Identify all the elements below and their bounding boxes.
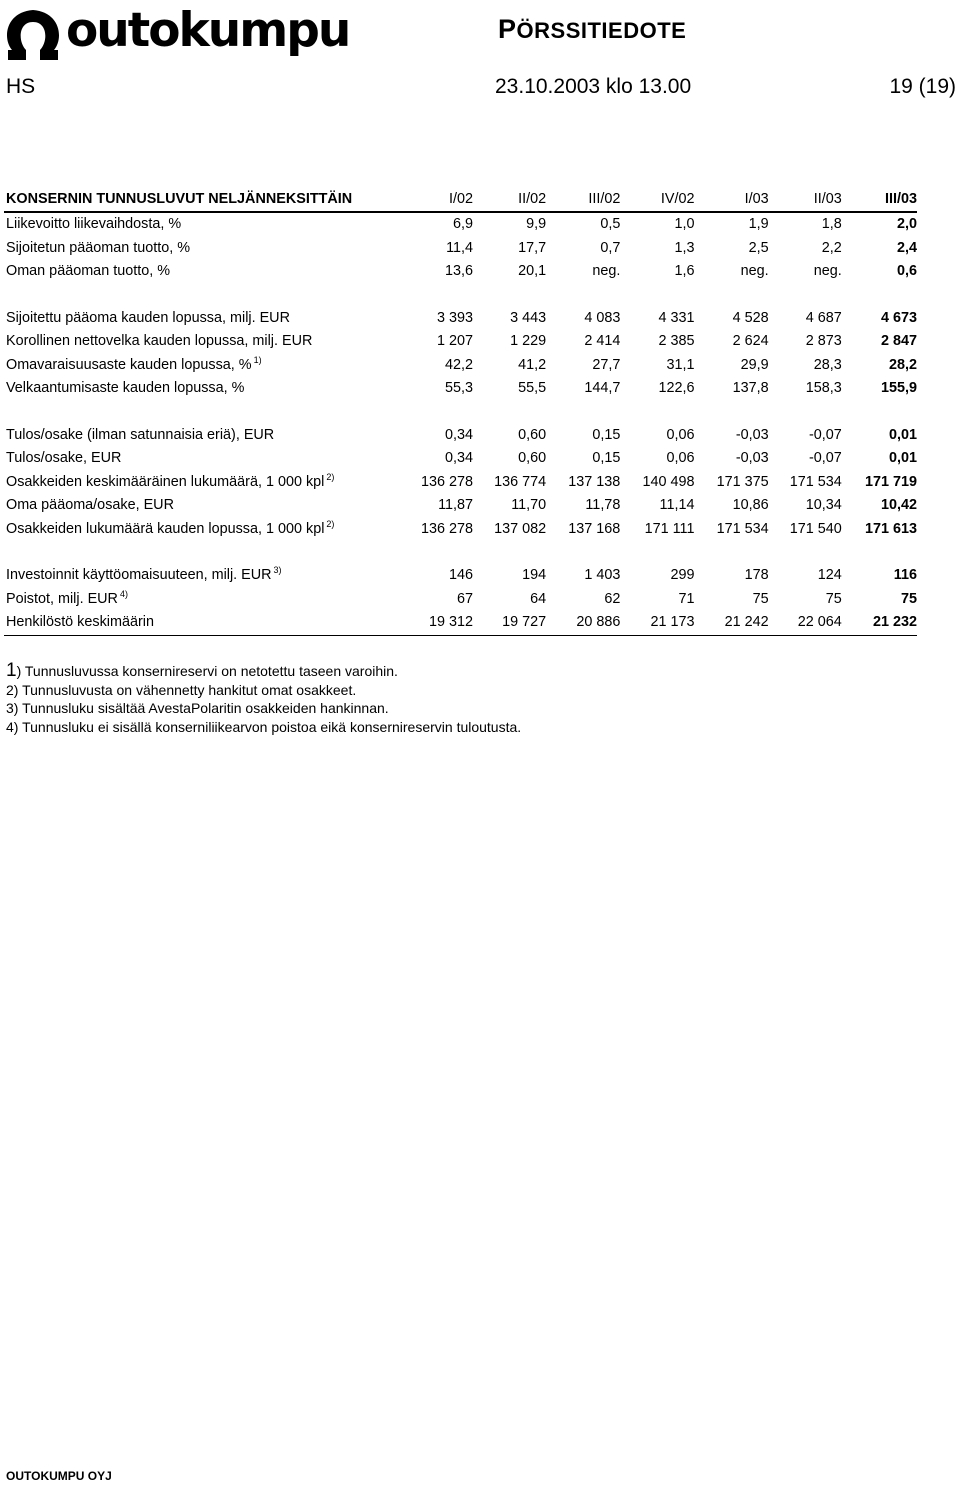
footnote-3: 3) Tunnusluku sisältää AvestaPolaritin osakkeiden hankinnan.: [6, 700, 389, 716]
document-type: [498, 14, 686, 45]
table-cell: 171 534: [716, 520, 769, 537]
table-cell: -0,07: [808, 450, 842, 467]
footnote-4: 4) Tunnusluku ei sisällä konserniliikearvon poistoa eikä konsernireservin tuloutusta.: [6, 718, 522, 735]
footnote-1-text: ) Tunnusluvussa konsernireservi on netotettu taseen varoihin.: [16, 663, 398, 679]
table-cell: 55,3: [445, 380, 474, 397]
table-cell: 2,5: [748, 239, 769, 256]
table-cell: 27,7: [592, 356, 621, 373]
table-cell: -0,07: [808, 427, 842, 444]
table-cell: 122,6: [658, 380, 695, 397]
table-row: [4, 237, 917, 260]
row-label-text: Omavaraisuusaste kauden lopussa, %: [6, 356, 252, 373]
table-row: [4, 588, 917, 611]
row-label: [4, 307, 400, 330]
row-label: [4, 564, 400, 587]
row-label: [4, 447, 400, 470]
column-header: I/03: [694, 188, 768, 212]
row-label-text: Osakkeiden lukumäärä kauden lopussa, 1 000 kpl: [6, 520, 325, 537]
table-cell: 17,7: [518, 239, 547, 256]
table-cell: 10,34: [805, 497, 842, 514]
table-cell: 6,9: [453, 216, 474, 233]
table-cell: 146: [449, 567, 474, 584]
table-title: KONSERNIN TUNNUSLUVUT NELJÄNNEKSITTÄIN: [4, 188, 400, 212]
table-cell: 2,2: [821, 239, 842, 256]
table-cell: 28,2: [888, 356, 917, 373]
table-cell: 1,3: [674, 239, 695, 256]
footnote-marker: 4): [119, 588, 128, 599]
footnote-1: [6, 662, 521, 681]
table-cell: 0,34: [445, 450, 474, 467]
table-cell: 4 528: [732, 310, 769, 327]
table-cell: 21 242: [694, 611, 768, 635]
spacer-row: [4, 401, 917, 424]
row-label-text: Osakkeiden keskimääräinen lukumäärä, 1 000 kpl: [6, 473, 325, 490]
table-row: [4, 377, 917, 400]
table-cell: 171 540: [789, 520, 842, 537]
table-cell: 11,70: [511, 497, 547, 514]
spacer-cell: [4, 284, 917, 307]
table-cell: 2 847: [880, 333, 917, 350]
table-cell: 19 312: [400, 611, 473, 635]
table-cell: 75: [900, 590, 917, 607]
table-cell: 20,1: [518, 263, 547, 280]
table-cell: 116: [893, 567, 917, 584]
spacer-row: [4, 284, 917, 307]
footnote-marker: 2): [326, 471, 335, 482]
table-row: [4, 471, 917, 494]
table-cell: 194: [522, 567, 547, 584]
footnote-2: 2) Tunnusluvusta on vähennetty hankitut omat osakkeet.: [6, 681, 357, 698]
table-cell: 22 064: [769, 611, 842, 635]
table-cell: 0,15: [592, 450, 621, 467]
table-cell: 4 083: [584, 310, 621, 327]
table-cell: 2 873: [805, 333, 842, 350]
table-row: [4, 212, 917, 236]
table-cell: neg.: [813, 263, 842, 280]
table-cell: 19 727: [473, 611, 546, 635]
table-row: [4, 611, 917, 635]
table-cell: 1,0: [674, 216, 695, 233]
table-cell: 0,34: [445, 427, 474, 444]
table-cell: 3 443: [510, 310, 547, 327]
table-row: [4, 424, 917, 447]
table-cell: 124: [817, 567, 842, 584]
row-label-text: Henkilöstö keskimäärin: [6, 614, 154, 631]
row-label: [4, 588, 400, 611]
table-cell: 0,7: [600, 239, 621, 256]
table-cell: 4 687: [805, 310, 842, 327]
table-cell: 0,06: [666, 450, 695, 467]
table-cell: 137 138: [568, 473, 621, 490]
table-cell: 137 168: [568, 520, 621, 537]
table-cell: 11,14: [659, 497, 695, 514]
document-type-initial: P: [498, 14, 517, 44]
table-cell: 0,01: [888, 427, 917, 444]
table-cell: 140 498: [642, 473, 695, 490]
table-cell: 2 624: [732, 333, 769, 350]
table-cell: 20 886: [546, 611, 620, 635]
table-cell: 144,7: [584, 380, 621, 397]
table-cell: 31,1: [666, 356, 695, 373]
row-label: [4, 237, 400, 260]
table-cell: 29,9: [740, 356, 769, 373]
table-cell: -0,03: [735, 427, 769, 444]
page-number: 19 (19): [889, 75, 956, 98]
table-row: [4, 494, 917, 517]
row-label-text: Poistot, milj. EUR: [6, 590, 118, 607]
table-cell: 136 278: [420, 473, 474, 490]
table-cell: 0,6: [896, 263, 917, 280]
table-cell: 64: [530, 590, 547, 607]
row-label: [4, 354, 400, 377]
table-cell: 11,78: [585, 497, 621, 514]
outokumpu-logo: [4, 3, 350, 66]
footnotes: [6, 662, 521, 736]
table-cell: 11,4: [446, 239, 474, 256]
row-label-text: Tulos/osake, EUR: [6, 450, 122, 467]
table-cell: 21 173: [620, 611, 694, 635]
column-header: III/02: [546, 188, 620, 212]
table-row: [4, 564, 917, 587]
table-cell: 13,6: [445, 263, 474, 280]
table-cell: 0,01: [888, 450, 917, 467]
table-cell: 137,8: [732, 380, 769, 397]
brand-name: outokumpu: [66, 3, 350, 58]
table-cell: 155,9: [880, 380, 917, 397]
table-cell: 4 331: [658, 310, 695, 327]
spacer-row: [4, 541, 917, 564]
table-cell: 2 385: [658, 333, 695, 350]
row-label: [4, 494, 400, 517]
row-label: [4, 424, 400, 447]
table-cell: 9,9: [526, 216, 547, 233]
table-cell: 10,42: [880, 497, 917, 514]
table-header-row: [4, 188, 917, 212]
table-cell: 71: [678, 590, 695, 607]
table-cell: 28,3: [813, 356, 842, 373]
omega-logo-icon: [4, 4, 62, 66]
table-cell: 171 375: [716, 473, 769, 490]
table-cell: 1,8: [821, 216, 842, 233]
header-date: 23.10.2003 klo 13.00: [495, 75, 692, 98]
table-row: [4, 307, 917, 330]
table-row: [4, 330, 917, 353]
table-cell: 55,5: [518, 380, 547, 397]
table-row: [4, 447, 917, 470]
row-label-text: Tulos/osake (ilman satunnaisia eriä), EUR: [6, 427, 275, 444]
table-cell: 4 673: [880, 310, 917, 327]
header-code: HS: [6, 75, 36, 98]
table-cell: 10,86: [732, 497, 769, 514]
table-cell: 0,60: [518, 427, 547, 444]
table-cell: 136 278: [420, 520, 474, 537]
table-cell: 171 111: [644, 520, 695, 537]
table-cell: 158,3: [805, 380, 842, 397]
table-cell: 75: [752, 590, 769, 607]
row-label-text: Oma pääoma/osake, EUR: [6, 497, 174, 514]
table-cell: 2,0: [896, 216, 917, 233]
table-cell: 11,87: [438, 497, 474, 514]
row-label: [4, 611, 400, 635]
column-header: I/02: [400, 188, 473, 212]
table-cell: neg.: [592, 263, 621, 280]
table-row: [4, 518, 917, 541]
table-row: [4, 260, 917, 283]
table-cell: 1 403: [584, 567, 621, 584]
table-cell: 1,6: [674, 263, 695, 280]
table-cell: 2 414: [584, 333, 621, 350]
table-cell: neg.: [740, 263, 769, 280]
table-cell: 137 082: [494, 520, 547, 537]
column-header: III/03: [842, 188, 917, 212]
row-label-text: Sijoitettu pääoma kauden lopussa, milj. EUR: [6, 310, 290, 327]
table-cell: 41,2: [518, 356, 547, 373]
table-cell: 2,4: [896, 239, 917, 256]
row-label: [4, 260, 400, 283]
column-header: IV/02: [620, 188, 694, 212]
table-cell: 0,06: [666, 427, 695, 444]
table-cell: 67: [457, 590, 474, 607]
key-figures-table: [4, 188, 917, 636]
row-label: [4, 330, 400, 353]
table-cell: 1 207: [437, 333, 474, 350]
row-label-text: Investoinnit käyttöomaisuuteen, milj. EUR: [6, 567, 272, 584]
document-type-rest: ÖRSSITIEDOTE: [516, 18, 687, 43]
table-cell: 178: [744, 567, 769, 584]
row-label-text: Velkaantumisaste kauden lopussa, %: [6, 380, 245, 397]
column-header: II/02: [473, 188, 546, 212]
table-row: [4, 354, 917, 377]
table-cell: 171 613: [864, 520, 917, 537]
table-cell: -0,03: [735, 450, 769, 467]
table-cell: 1 229: [510, 333, 547, 350]
table-cell: 0,5: [600, 216, 621, 233]
table-cell: 21 232: [842, 611, 917, 635]
table-cell: 171 534: [789, 473, 842, 490]
table-cell: 299: [670, 567, 695, 584]
footnote-marker: 3): [273, 565, 282, 576]
table-cell: 62: [604, 590, 621, 607]
table-cell: 136 774: [494, 473, 547, 490]
row-label: [4, 471, 400, 494]
table-cell: 171 719: [864, 473, 917, 490]
row-label-text: Oman pääoman tuotto, %: [6, 263, 170, 280]
row-label: [4, 518, 400, 541]
row-label: [4, 212, 400, 236]
table-cell: 0,60: [518, 450, 547, 467]
table-cell: 75: [825, 590, 842, 607]
row-label-text: Sijoitetun pääoman tuotto, %: [6, 239, 191, 256]
row-label-text: Korollinen nettovelka kauden lopussa, milj. EUR: [6, 333, 313, 350]
footnote-marker: 2): [326, 518, 335, 529]
spacer-cell: [4, 541, 917, 564]
column-header: II/03: [769, 188, 842, 212]
row-label-text: Liikevoitto liikevaihdosta, %: [6, 216, 182, 233]
row-label: [4, 377, 400, 400]
footnote-marker: 1): [253, 354, 262, 365]
footer-company: OUTOKUMPU OYJ: [6, 1469, 112, 1483]
spacer-cell: [4, 401, 917, 424]
footnote-1-number: 1: [6, 660, 17, 681]
table-cell: 3 393: [437, 310, 474, 327]
table-cell: 0,15: [592, 427, 621, 444]
table-cell: 1,9: [748, 216, 769, 233]
table-cell: 42,2: [445, 356, 474, 373]
